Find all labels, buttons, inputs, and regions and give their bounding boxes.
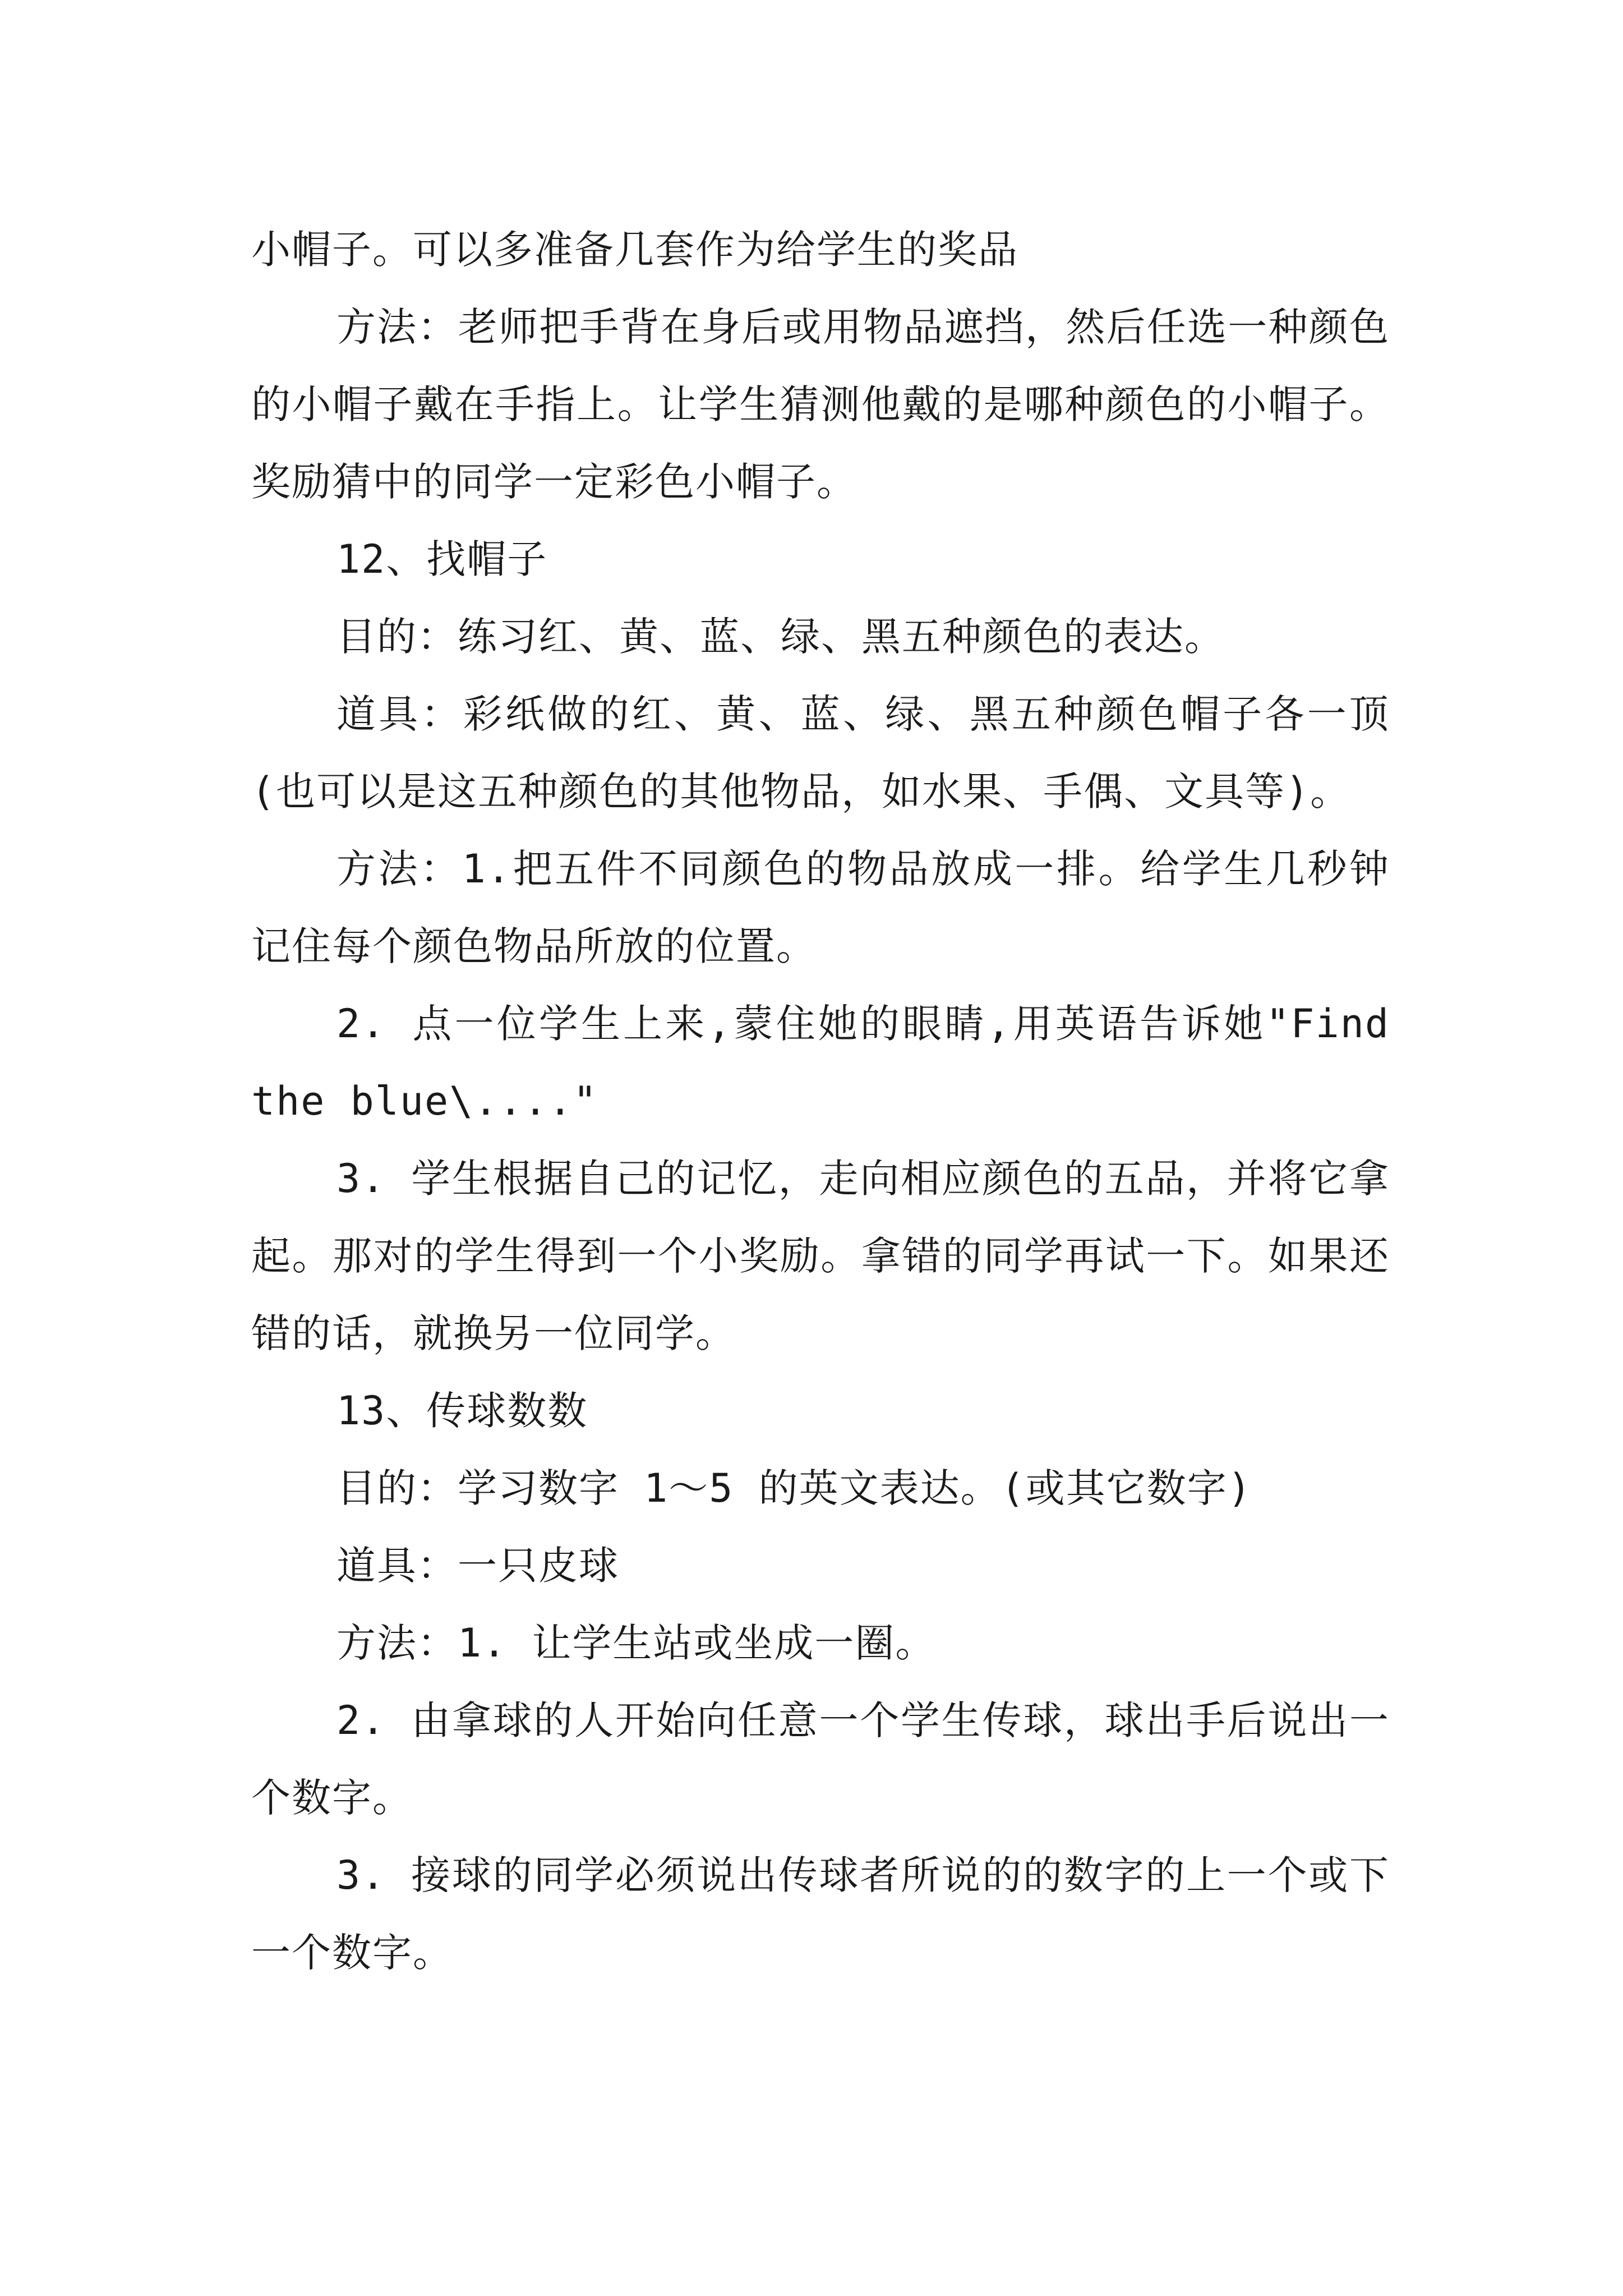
paragraph-props-hats: 道具：彩纸做的红、黄、蓝、绿、黑五种颜色帽子各一顶(也可以是这五种颜色的其他物品，如水果、手偶、文具等)。 bbox=[251, 691, 1390, 815]
paragraph-ball-step-3: 3. 接球的同学必须说出传球者所说的的数字的上一个或下一个数字。 bbox=[251, 1852, 1390, 1976]
paragraph-method-step-1: 方法：1.把五件不同颜色的物品放成一排。给学生几秒钟记住每个颜色物品所放的位置。 bbox=[251, 846, 1390, 969]
document-body bbox=[251, 211, 1390, 1991]
section-heading-12: 12、找帽子 bbox=[336, 536, 548, 582]
paragraph-method-guess-hat: 方法：老师把手背在身后或用物品遮挡，然后任选一种颜色的小帽子戴在手指上。让学生猜测他戴的是哪种颜色的小帽子。奖励猜中的同学一定彩色小帽子。 bbox=[251, 304, 1390, 505]
paragraph-continuation: 小帽子。可以多准备几套作为给学生的奖品 bbox=[251, 227, 1018, 273]
paragraph-method-step-3: 3. 学生根据自己的记忆，走向相应颜色的五品，并将它拿起。那对的学生得到一个小奖励。拿错的同学再试一下。如果还错的话，就换另一位同学。 bbox=[251, 1156, 1390, 1356]
paragraph-method-step-2: 2. 点一位学生上来,蒙住她的眼睛,用英语告诉她"Find the blue\...." bbox=[251, 1001, 1390, 1124]
paragraph-props-ball: 道具：一只皮球 bbox=[336, 1543, 619, 1589]
paragraph-purpose-colors: 目的：练习红、黄、蓝、绿、黑五种颜色的表达。 bbox=[336, 614, 1225, 660]
paragraph-purpose-numbers: 目的：学习数字 1～5 的英文表达。(或其它数字) bbox=[336, 1465, 1252, 1511]
paragraph-ball-step-1: 方法：1. 让学生站或坐成一圈。 bbox=[336, 1620, 936, 1666]
section-heading-13: 13、传球数数 bbox=[336, 1388, 588, 1434]
paragraph-ball-step-2: 2. 由拿球的人开始向任意一个学生传球，球出手后说出一个数字。 bbox=[251, 1697, 1390, 1821]
